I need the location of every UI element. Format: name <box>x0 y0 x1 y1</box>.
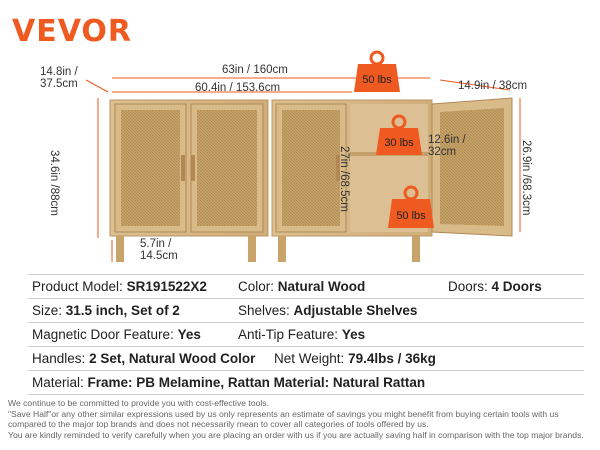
cabinet-left <box>110 100 268 262</box>
net-weight-value: 79.4lbs / 36kg <box>348 351 436 366</box>
spec-row-features <box>28 323 584 347</box>
doors-label: Doors: <box>448 279 488 294</box>
inner-height-label: 27in /68.5cm <box>338 146 350 212</box>
depth-right-label: 14.9in / 38cm <box>458 80 528 92</box>
material-value: Frame: PB Melamine, Rattan Material: Natural Rattan <box>87 375 426 390</box>
vevor-logo: VEVOR <box>12 14 133 49</box>
size-label: Size: <box>32 303 63 318</box>
total-width-label: 63in / 160cm <box>222 64 288 76</box>
depth-left-label: 14.8in / 37.5cm <box>40 66 78 90</box>
leg-height-label: 5.7in / 14.5cm <box>140 238 178 262</box>
antitip-value: Yes <box>341 327 366 342</box>
magnetic-value: Yes <box>177 327 201 342</box>
product-model-value: SR191522X2 <box>126 279 207 294</box>
disclaimer-line: We continue to be committed to provide you with cost-effective tools. <box>8 398 269 408</box>
weight-bottom-label: 50 lbs <box>396 210 426 222</box>
antitip-label: Anti-Tip Feature: <box>238 327 339 342</box>
doors-value: 4 Doors <box>491 279 542 294</box>
material-label: Material: <box>32 375 84 390</box>
spec-table <box>28 274 584 395</box>
color-value: Natural Wood <box>277 279 366 294</box>
handles-label: Handles: <box>32 351 86 366</box>
shelf-height-label: 12.6in / 32cm <box>428 134 466 158</box>
spec-row-size <box>28 299 584 323</box>
weight-top-label: 50 lbs <box>362 74 392 86</box>
disclaimer-line: "Save Half"or any other similar expressions used by us only represents an estimate of savings you might benefit from buying certain tools with us <box>8 408 559 419</box>
magnetic-label: Magnetic Door Feature: <box>32 327 174 342</box>
total-height-label: 34.6in /88cm <box>48 150 60 216</box>
color-label: Color: <box>238 279 275 294</box>
shelves-value: Adjustable Shelves <box>293 303 418 318</box>
weight-icon-top <box>354 52 400 92</box>
spec-row-handles <box>28 347 584 371</box>
disclaimer-line: You are kindly reminded to verify carefully when you are placing an order with us if you are actually saving half in comparison with the top major brands. <box>8 429 584 440</box>
size-value: 31.5 inch, Set of 2 <box>65 303 180 318</box>
disclaimer <box>8 398 596 440</box>
product-model-label: Product Model: <box>32 279 123 294</box>
spec-row-model <box>28 275 584 299</box>
handles-value: 2 Set, Natural Wood Color <box>89 351 256 366</box>
net-weight-label: Net Weight: <box>274 351 345 366</box>
weight-middle-label: 30 lbs <box>384 137 414 149</box>
cabinet-height-label: 26.9in /68.3cm <box>520 140 532 216</box>
inner-width-label: 60.4in / 153.6cm <box>195 82 281 94</box>
disclaimer-line: compared to the major top brands and does not necessarily mean to cover all categories of tools offered by us. <box>8 419 429 430</box>
spec-row-material <box>28 371 584 395</box>
shelves-label: Shelves: <box>238 303 290 318</box>
